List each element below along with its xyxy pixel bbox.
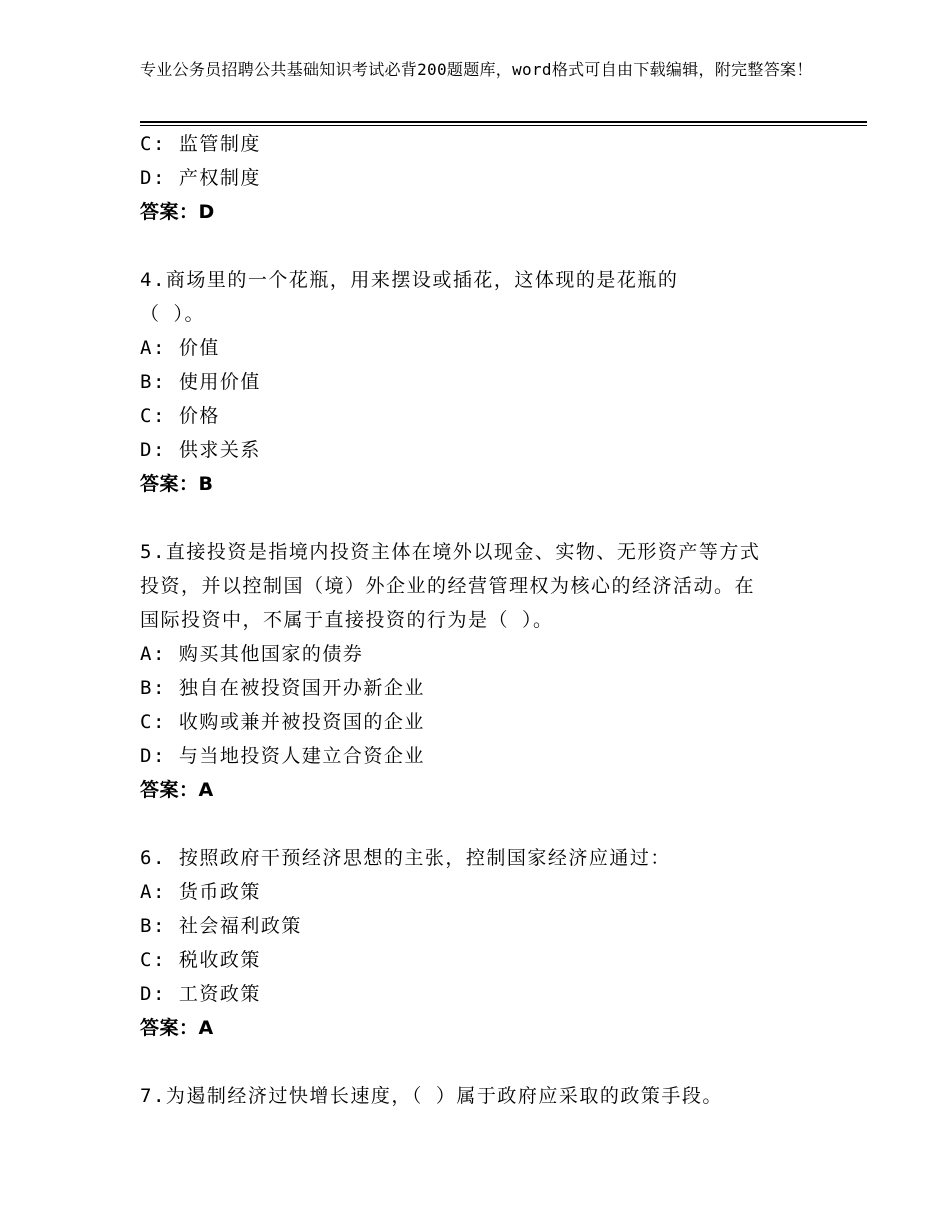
- option: B: 独自在被投资国开办新企业: [140, 677, 425, 699]
- option: C: 税收政策: [140, 949, 261, 971]
- question-stem: 5.直接投资是指境内投资主体在境外以现金、实物、无形资产等方式: [140, 541, 761, 563]
- question-stem: 4.商场里的一个花瓶，用来摆设或插花，这体现的是花瓶的: [140, 269, 679, 291]
- question-5: [140, 535, 820, 807]
- answer: 答案：D: [140, 201, 215, 223]
- option: C: 价格: [140, 405, 220, 427]
- answer: 答案：A: [140, 779, 214, 801]
- question-4: [140, 263, 820, 501]
- option: B: 使用价值: [140, 371, 261, 393]
- answer: 答案：B: [140, 473, 214, 495]
- question-stem: 投资，并以控制国（境）外企业的经营管理权为核心的经济活动。在: [140, 575, 756, 597]
- option: D: 供求关系: [140, 439, 261, 461]
- continued-question: [140, 127, 820, 229]
- question-stem: 7.为遏制经济过快增长速度，（ ）属于政府应采取的政策手段。: [140, 1085, 723, 1107]
- option: B: 社会福利政策: [140, 915, 302, 937]
- option: A: 购买其他国家的债券: [140, 643, 364, 665]
- document-body: [140, 127, 820, 1113]
- option: A: 价值: [140, 337, 220, 359]
- question-6: [140, 841, 820, 1045]
- option: D: 工资政策: [140, 983, 261, 1005]
- option: A: 货币政策: [140, 881, 261, 903]
- header-rule-thin: [140, 125, 867, 126]
- question-stem: （ ）。: [140, 303, 205, 325]
- header-rule-thick: [140, 121, 867, 123]
- question-stem: 国际投资中，不属于直接投资的行为是（ ）。: [140, 609, 554, 631]
- option: D: 产权制度: [140, 167, 261, 189]
- answer: 答案：A: [140, 1017, 214, 1039]
- page-header: 专业公务员招聘公共基础知识考试必背200题题库，word格式可自由下载编辑，附完整答案！: [140, 60, 813, 79]
- option: C: 监管制度: [140, 133, 261, 155]
- question-7: [140, 1079, 820, 1113]
- question-stem: 6. 按照政府干预经济思想的主张，控制国家经济应通过：: [140, 847, 671, 869]
- option: D: 与当地投资人建立合资企业: [140, 745, 425, 767]
- option: C: 收购或兼并被投资国的企业: [140, 711, 425, 733]
